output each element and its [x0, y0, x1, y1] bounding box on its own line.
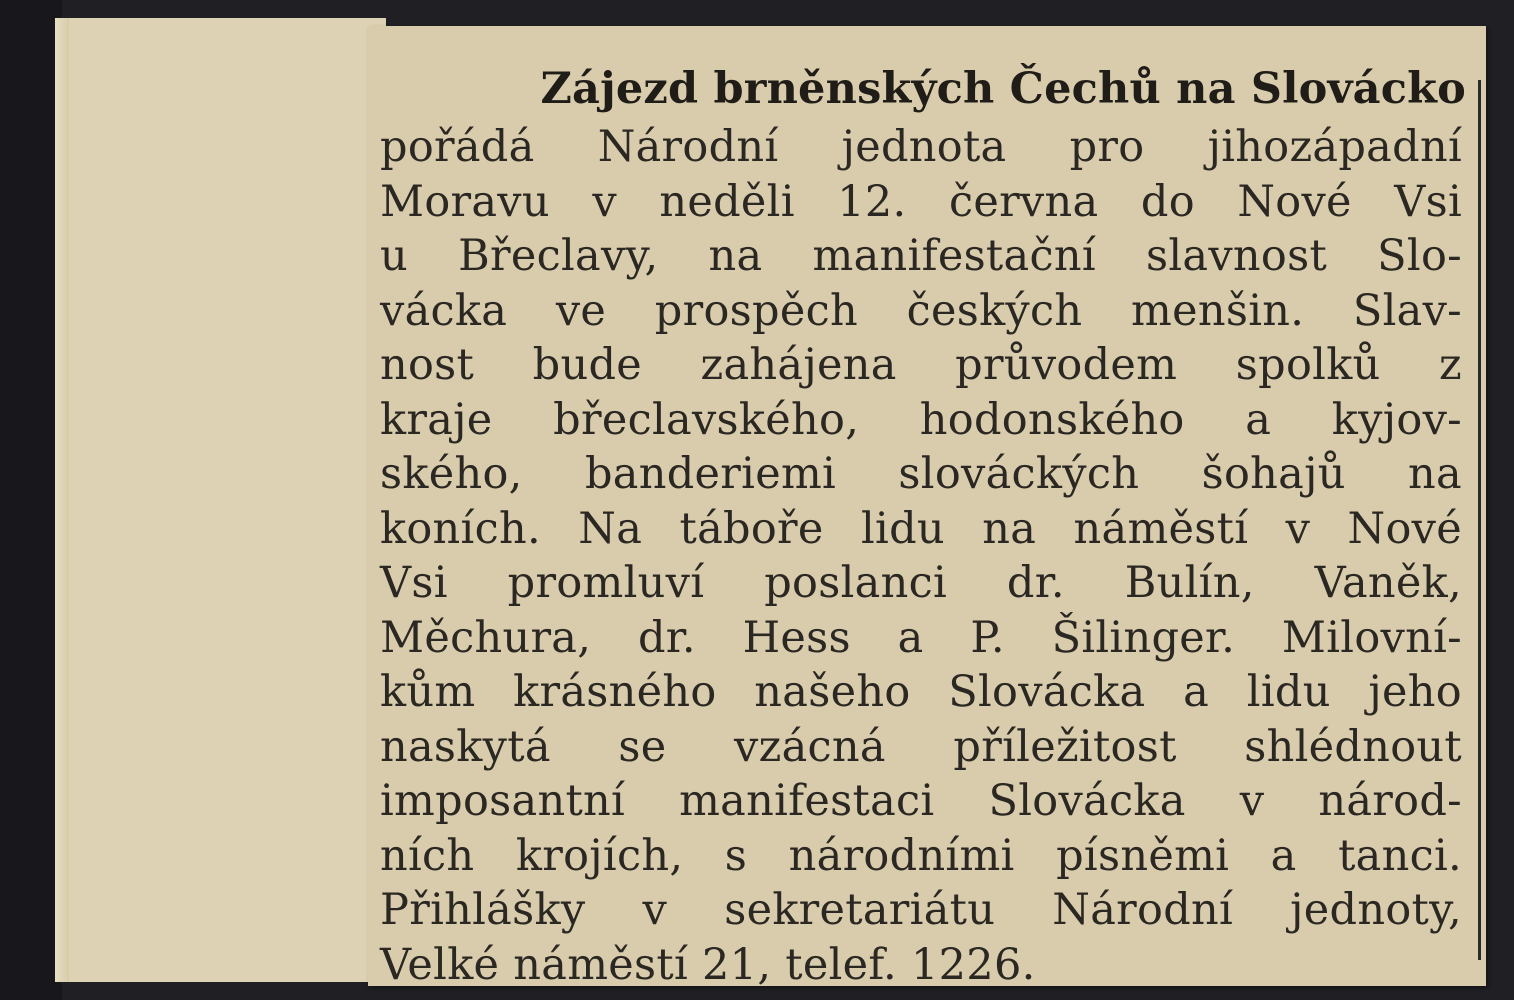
mount-paper	[55, 18, 386, 982]
clipping-edge-line	[1478, 80, 1481, 960]
article-line: pořádá Národní jednota pro jihozápadní	[380, 122, 1462, 172]
article	[380, 58, 1466, 992]
article-line: Vsi promluví poslanci dr. Bulín, Vaněk,	[380, 558, 1462, 608]
article-line: imposantní manifestaci Slovácka v národ-	[380, 776, 1462, 826]
article-line: Velké náměstí 21, telef. 1226.	[380, 939, 1036, 990]
article-body	[380, 120, 1462, 992]
mount-paper-fold	[55, 18, 69, 982]
scan-background	[0, 0, 62, 1000]
article-line: u Břeclavy, na manifestační slavnost Slo-	[380, 231, 1462, 281]
article-line: nost bude zahájena průvodem spolků z	[380, 340, 1462, 390]
article-line: ních krojích, s národními písněmi a tanci.	[380, 830, 1462, 881]
article-line: naskytá se vzácná příležitost shlédnout	[380, 721, 1462, 772]
article-line: kům krásného našeho Slovácka a lidu jeho	[380, 667, 1462, 717]
article-line: vácka ve prospěch českých menšin. Slav-	[380, 285, 1462, 336]
headline: Zájezd brněnských Čechů na Slovácko	[540, 64, 1466, 114]
article-line: kraje břeclavského, hodonského a kyjov-	[380, 394, 1462, 445]
article-line: Měchura, dr. Hess a P. Šilinger. Milovní-	[380, 612, 1462, 663]
article-line: ského, banderiemi slováckých šohajů na	[380, 449, 1462, 499]
article-line: Přihlášky v sekretariátu Národní jednoty,	[380, 885, 1462, 935]
article-line: Moravu v neděli 12. června do Nové Vsi	[380, 176, 1462, 227]
article-line: koních. Na táboře lidu na náměstí v Nové	[380, 503, 1462, 554]
